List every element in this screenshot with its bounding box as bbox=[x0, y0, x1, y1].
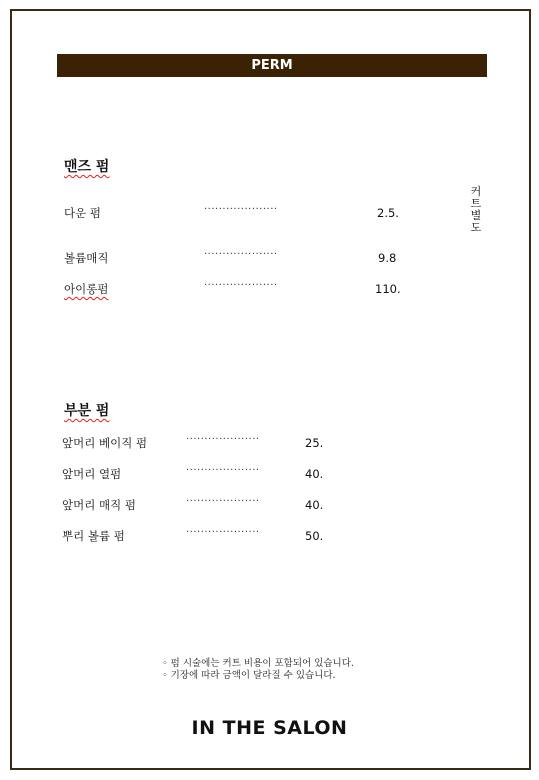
partial-perm-heading: 부분 펌 bbox=[64, 403, 110, 419]
menu-item-name: 앞머리 매직 펌 bbox=[62, 498, 136, 512]
mens-perm-heading: 맨즈 펌 bbox=[64, 159, 110, 175]
leader-dots: ···················· bbox=[186, 434, 260, 445]
leader-dots: ···················· bbox=[186, 465, 260, 476]
menu-item-price: 25. bbox=[305, 436, 324, 450]
section-banner-perm bbox=[57, 54, 487, 77]
note-line: ◦ 펌 시술에는 커트 비용이 포함되어 있습니다. bbox=[162, 658, 354, 669]
menu-item-name: 볼륨매직 bbox=[64, 251, 109, 265]
page-border bbox=[10, 9, 531, 770]
leader-dots: ···················· bbox=[204, 280, 278, 291]
leader-dots: ···················· bbox=[204, 249, 278, 260]
menu-item-name: 뿌리 볼륨 펌 bbox=[62, 529, 125, 543]
notes-block bbox=[162, 658, 354, 682]
menu-item-price: 50. bbox=[305, 529, 324, 543]
menu-item-price: 40. bbox=[305, 498, 324, 512]
leader-dots: ···················· bbox=[204, 204, 278, 215]
banner-title: PERM bbox=[251, 58, 293, 73]
menu-item-name: 다운 펌 bbox=[64, 206, 101, 220]
menu-item-name: 앞머리 베이직 펌 bbox=[62, 436, 148, 450]
menu-item-price: 2.5. bbox=[377, 206, 399, 220]
menu-item-name: 앞머리 열펌 bbox=[62, 467, 122, 481]
menu-item-price: 9.8 bbox=[378, 251, 397, 265]
salon-brand-footer: IN THE SALON bbox=[191, 717, 348, 739]
leader-dots: ···················· bbox=[186, 496, 260, 507]
leader-dots: ···················· bbox=[186, 527, 260, 538]
note-line: ◦ 기장에 따라 금액이 달라질 수 있습니다. bbox=[162, 670, 336, 681]
cut-separate-note: 커트별도 bbox=[470, 185, 482, 234]
menu-item-name: 아이롱펌 bbox=[64, 282, 109, 296]
menu-item-price: 40. bbox=[305, 467, 324, 481]
menu-item-price: 110. bbox=[375, 282, 401, 296]
